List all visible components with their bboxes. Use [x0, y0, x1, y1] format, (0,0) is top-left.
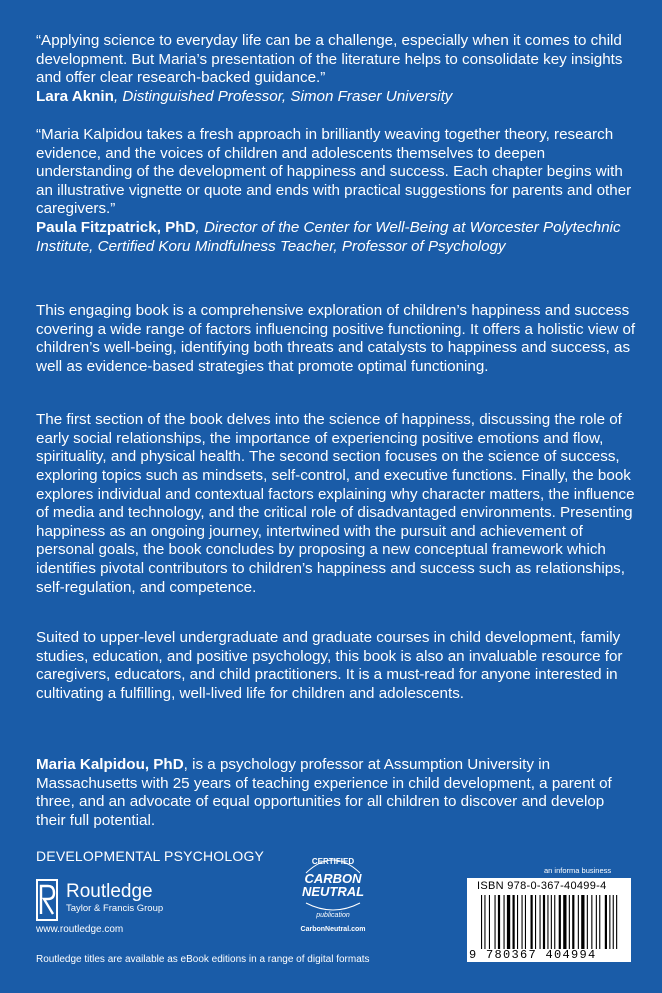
carbon-neutral-url: CarbonNeutral.com	[300, 926, 366, 933]
publisher-logo-text	[66, 882, 163, 915]
isbn-label: ISBN 978-0-367-40499-4	[477, 880, 607, 892]
author-name: Maria Kalpidou, PhD	[36, 756, 184, 774]
author-bio	[36, 756, 636, 830]
carbon-line4: publication	[316, 912, 350, 919]
description-paragraph-2: The first section of the book delves into the science of happiness, discussing the role of early social relationships, the importance of experiencing positive emotions and flow, spirituality, and physical health. The second section focuses on the science of success, exploring topics such as mindsets, self-control, and executive functions. Finally, the book explores individual and contextual factors explaining why character matters, the influence of media and technology, and the critical role of disadvantaged environments. Presenting happiness as an ongoing journey, intertwined with the pursuit and achievement of personal goals, the book concludes by proposing a new conceptual framework which identifies pivotal contributors to children’s happiness and success such as relationships, self-regulation, and competence.	[36, 411, 635, 596]
barcode-bar	[547, 895, 548, 949]
endorser-title: , Director of the Center for Well-Being at Worcester Polytechnic Institute, Certified Koru Mindfulness Teacher, Professor of Psychology	[36, 218, 621, 255]
barcode-bar	[484, 895, 485, 949]
quote-text: “Applying science to everyday life can be a challenge, especially when it comes to child development. But Maria’s presentation of the literature helps to consolidate key insights and offer clear research-backed guidance.”	[36, 32, 623, 87]
barcode-bar	[522, 895, 523, 949]
barcode-bar	[540, 895, 541, 949]
barcode-bar	[563, 895, 566, 949]
publisher-group: Taylor & Francis Group	[66, 903, 164, 914]
barcode-icon	[481, 895, 627, 949]
barcode-bar	[535, 895, 536, 949]
publisher-name: Routledge	[66, 881, 153, 902]
barcode-bar	[572, 895, 574, 949]
endorser-title: , Distinguished Professor, Simon Fraser University	[113, 87, 453, 105]
barcode-bar	[507, 895, 510, 949]
barcode-bar	[581, 895, 584, 949]
informa-label: an informa business	[544, 866, 612, 875]
carbon-line2: CARBON	[304, 871, 362, 886]
barcode-bar	[599, 895, 600, 949]
publisher-website[interactable]: www.routledge.com	[36, 924, 124, 935]
subject-category: DEVELOPMENTAL PSYCHOLOGY	[36, 848, 265, 864]
barcode-bar	[517, 895, 518, 949]
barcode-bar	[587, 895, 588, 949]
description-paragraph-3: Suited to upper-level undergraduate and graduate courses in child development, family studies, education, and positive psychology, this book is also an invaluable resource for caregivers, educators, and child practitioners. It is a must-read for anyone interested in cultivating a fulfilling, well-lived life for children and adolescents.	[36, 629, 623, 702]
barcode-bar	[498, 895, 500, 949]
barcode-bar	[616, 895, 617, 949]
ebook-note: Routledge titles are available as eBook editions in a range of digital formats	[36, 954, 370, 965]
barcode-bar	[554, 895, 555, 949]
author-bio-text: , is a psychology professor at Assumption University in Massachusetts with 25 years of teaching experience in child development, a parent of three, and an advocate of equal opportunities for all children to discover and develop their full potential.	[36, 756, 612, 829]
description-paragraph-1: This engaging book is a comprehensive exploration of children’s happiness and success covering a wide range of factors influencing positive functioning. It offers a holistic view of children’s well-being, identifying both threats and catalysts to happiness and success, as well as evidence-based strategies that promote optimal functioning.	[36, 302, 636, 375]
barcode-bar	[613, 895, 614, 949]
carbon-line1: CERTIFIED	[311, 857, 355, 866]
barcode-bar	[609, 895, 610, 949]
barcode-bar	[531, 895, 533, 949]
barcode-bar	[495, 895, 496, 949]
endorser-name: Lara Aknin	[36, 87, 114, 105]
barcode-bar	[543, 895, 545, 949]
barcode-bar	[559, 895, 561, 949]
endorser-name: Paula Fitzpatrick, PhD	[36, 218, 196, 236]
barcode-bar	[578, 895, 579, 949]
endorsement-aknin	[36, 32, 636, 106]
barcode-bar	[525, 895, 526, 949]
barcode-bar	[596, 895, 597, 949]
barcode-number: 9 780367 404994	[469, 948, 597, 962]
barcode-bar	[605, 895, 607, 949]
barcode-bar	[551, 895, 552, 949]
barcode-bar	[504, 895, 505, 949]
quote-text: “Maria Kalpidou takes a fresh approach in brilliantly weaving together theory, research evidence, and the voices of children and adolescents themselves to deepen understanding of the development of happiness and success. Each chapter begins with an illustrative vignette or quote and ends with practical suggestions for parents and other caregivers.”	[36, 126, 632, 218]
barcode-bar	[591, 895, 592, 949]
carbon-line3: NEUTRAL	[301, 884, 365, 899]
carbon-neutral-icon	[292, 845, 374, 925]
barcode-bar	[489, 895, 490, 949]
quote-attribution	[36, 219, 636, 256]
endorsement-fitzpatrick	[36, 126, 636, 256]
barcode-bar	[569, 895, 570, 949]
barcode-panel	[467, 878, 631, 962]
barcode-bar	[481, 895, 482, 949]
quote-attribution	[36, 88, 636, 107]
routledge-logo-icon	[36, 878, 60, 922]
barcode-bar	[513, 895, 515, 949]
